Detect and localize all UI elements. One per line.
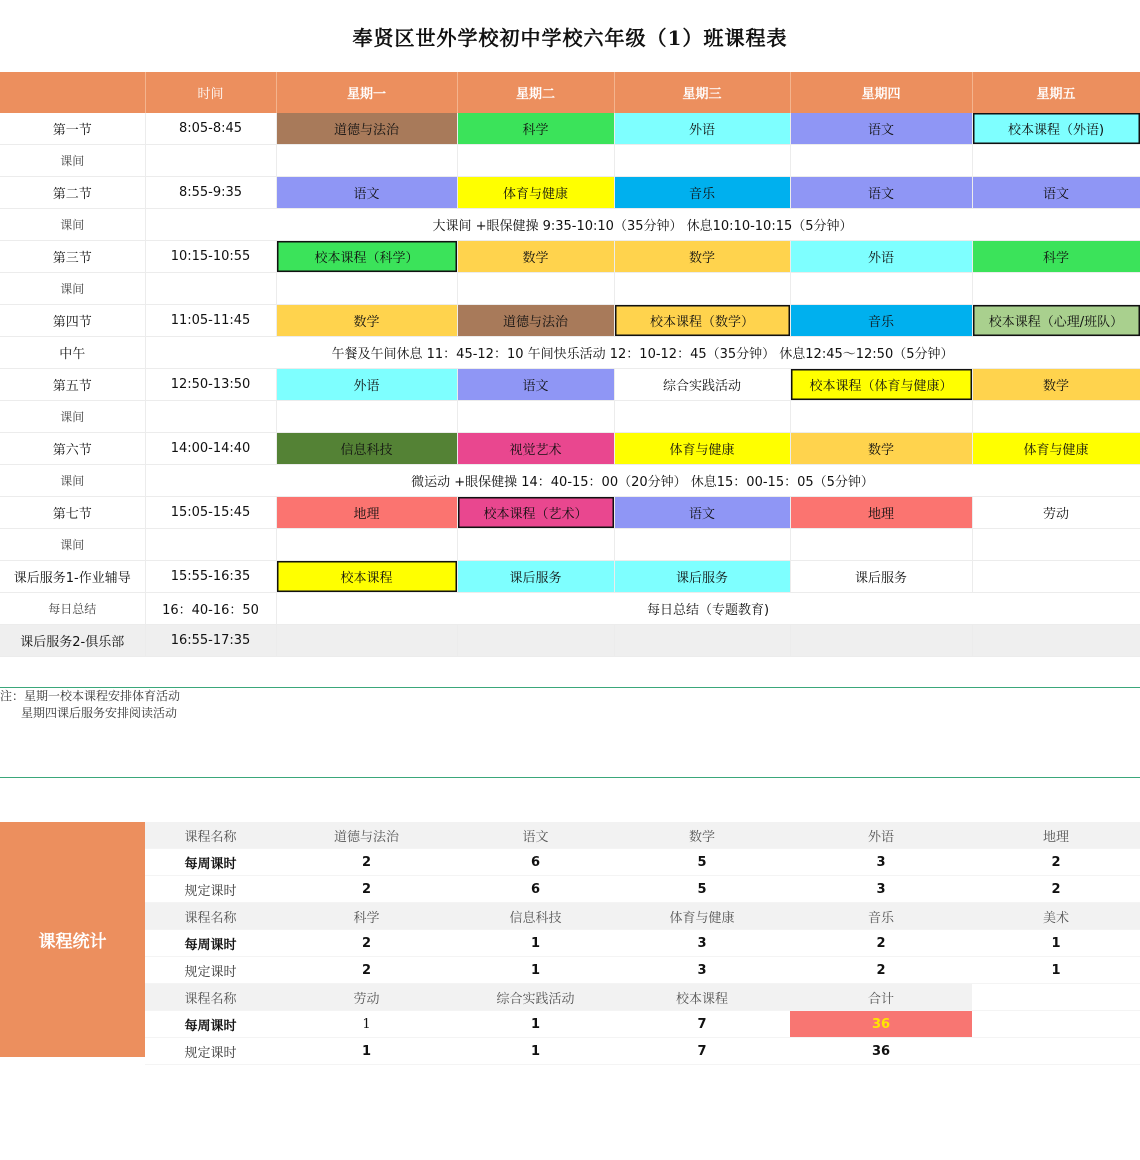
course-name: 科学 (276, 903, 457, 930)
stats-row-label: 每周课时 (145, 849, 276, 876)
timetable-row (0, 337, 1140, 369)
page-title: 奉贤区世外学校初中学校六年级（1）班课程表 (352, 26, 788, 50)
header-day: 星期三 (614, 72, 790, 113)
period-label: 第七节 (0, 497, 145, 529)
class-cell (276, 625, 457, 657)
class-cell: 地理 (790, 497, 972, 529)
class-cell: 劳动 (972, 497, 1140, 529)
stats-row-label: 每周课时 (145, 930, 276, 957)
course-name: 体育与健康 (614, 903, 790, 930)
class-cell (972, 145, 1140, 177)
course-name: 地理 (972, 822, 1140, 849)
course-name: 信息科技 (457, 903, 614, 930)
required-hours: 1 (457, 957, 614, 984)
timetable-row (0, 465, 1140, 497)
stats-course-row (145, 984, 1140, 1011)
period-time: 14:00-14:40 (145, 433, 276, 465)
class-cell (614, 625, 790, 657)
required-hours: 5 (614, 876, 790, 903)
period-label: 第一节 (0, 113, 145, 145)
period-label: 第三节 (0, 241, 145, 273)
class-cell: 外语 (614, 113, 790, 145)
stats-row-label: 规定课时 (145, 957, 276, 984)
class-cell: 语文 (457, 369, 614, 401)
class-cell: 语文 (614, 497, 790, 529)
class-cell (614, 401, 790, 433)
class-cell (614, 273, 790, 305)
course-name: 外语 (790, 822, 972, 849)
period-label: 课间 (0, 209, 145, 241)
period-label: 第二节 (0, 177, 145, 209)
class-cell (457, 529, 614, 561)
period-time (145, 401, 276, 433)
class-cell: 信息科技 (276, 433, 457, 465)
class-cell (614, 145, 790, 177)
period-label: 每日总结 (0, 593, 145, 625)
class-cell (457, 145, 614, 177)
class-cell: 数学 (614, 241, 790, 273)
period-label: 课间 (0, 401, 145, 433)
class-cell: 课后服务 (614, 561, 790, 593)
class-cell: 数学 (790, 433, 972, 465)
divider-bottom (0, 777, 1140, 778)
class-cell: 语文 (790, 177, 972, 209)
required-hours: 7 (614, 1038, 790, 1065)
stats-row-label: 规定课时 (145, 1038, 276, 1065)
course-name: 数学 (614, 822, 790, 849)
course-name: 语文 (457, 822, 614, 849)
period-time (145, 273, 276, 305)
period-time: 16：40-16：50 (145, 593, 276, 625)
required-hours: 3 (614, 957, 790, 984)
required-hours: 1 (457, 1038, 614, 1065)
class-cell: 语文 (972, 177, 1140, 209)
period-time (145, 529, 276, 561)
class-cell (972, 401, 1140, 433)
note-line-2: 星期四课后服务安排阅读活动 (21, 706, 178, 720)
header-day: 星期二 (457, 72, 614, 113)
class-cell (276, 529, 457, 561)
class-cell: 视觉艺术 (457, 433, 614, 465)
weekly-hours: 36 (790, 1011, 972, 1038)
timetable-row (0, 273, 1140, 305)
header-day: 星期五 (972, 72, 1140, 113)
period-time: 8:55-9:35 (145, 177, 276, 209)
period-time: 15:55-16:35 (145, 561, 276, 593)
class-cell: 音乐 (790, 305, 972, 337)
timetable-header-row (0, 72, 1140, 113)
class-cell (972, 273, 1140, 305)
period-time: 8:05-8:45 (145, 113, 276, 145)
break-info: 午餐及午间休息 11：45-12：10 午间快乐活动 12：10-12：45（35分钟） 休息12:45～12:50（5分钟） (145, 337, 1140, 369)
course-name: 音乐 (790, 903, 972, 930)
weekly-hours: 5 (614, 849, 790, 876)
period-label: 第六节 (0, 433, 145, 465)
timetable-row (0, 401, 1140, 433)
course-stats-table (145, 822, 1140, 1065)
class-cell: 校本课程（心理/班队） (972, 305, 1140, 337)
period-label: 课后服务2-俱乐部 (0, 625, 145, 657)
required-hours (972, 1038, 1140, 1065)
required-hours: 3 (790, 876, 972, 903)
timetable-row (0, 561, 1140, 593)
timetable-row (0, 145, 1140, 177)
class-cell: 音乐 (614, 177, 790, 209)
period-label: 中午 (0, 337, 145, 369)
note-line-1: 注：星期一校本课程安排体育活动 (0, 689, 181, 703)
class-cell: 综合实践活动 (614, 369, 790, 401)
period-time: 16:55-17:35 (145, 625, 276, 657)
period-time: 12:50-13:50 (145, 369, 276, 401)
course-name: 劳动 (276, 984, 457, 1011)
timetable-row (0, 113, 1140, 145)
weekly-hours: 2 (972, 849, 1140, 876)
course-name (972, 984, 1140, 1011)
period-time: 11:05-11:45 (145, 305, 276, 337)
stats-course-row (145, 822, 1140, 849)
class-cell: 数学 (276, 305, 457, 337)
class-cell (457, 625, 614, 657)
required-hours: 2 (276, 876, 457, 903)
class-cell: 数学 (457, 241, 614, 273)
class-cell (790, 401, 972, 433)
class-cell: 校本课程（体育与健康） (790, 369, 972, 401)
timetable-row (0, 625, 1140, 657)
class-cell (972, 561, 1140, 593)
weekly-hours: 1 (457, 930, 614, 957)
timetable-row (0, 241, 1140, 273)
header-day: 星期四 (790, 72, 972, 113)
timetable-row (0, 529, 1140, 561)
class-cell (457, 401, 614, 433)
weekly-hours: 1 (276, 1011, 457, 1038)
header-day: 星期一 (276, 72, 457, 113)
class-cell (790, 273, 972, 305)
class-cell: 体育与健康 (614, 433, 790, 465)
class-cell (614, 529, 790, 561)
stats-row-label: 课程名称 (145, 822, 276, 849)
class-cell: 数学 (972, 369, 1140, 401)
stats-required-row (145, 1038, 1140, 1065)
class-cell: 科学 (457, 113, 614, 145)
stats-row-label: 课程名称 (145, 903, 276, 930)
class-cell (972, 625, 1140, 657)
break-info: 微运动 +眼保健操 14：40-15：00（20分钟） 休息15：00-15：05（5分钟） (145, 465, 1140, 497)
weekly-hours (972, 1011, 1140, 1038)
timetable-row (0, 209, 1140, 241)
class-cell: 校本课程 (276, 561, 457, 593)
course-name: 校本课程 (614, 984, 790, 1011)
weekly-hours: 1 (972, 930, 1140, 957)
stats-weekly-row (145, 930, 1140, 957)
class-cell: 外语 (790, 241, 972, 273)
stats-required-row (145, 957, 1140, 984)
weekly-hours: 3 (614, 930, 790, 957)
header-time: 时间 (145, 72, 276, 113)
required-hours: 6 (457, 876, 614, 903)
class-cell: 语文 (790, 113, 972, 145)
period-label: 课后服务1-作业辅导 (0, 561, 145, 593)
stats-weekly-row (145, 849, 1140, 876)
timetable-row (0, 497, 1140, 529)
summary-info: 每日总结（专题教育) (276, 593, 1140, 625)
weekly-hours: 7 (614, 1011, 790, 1038)
period-time: 15:05-15:45 (145, 497, 276, 529)
period-label: 课间 (0, 145, 145, 177)
class-cell: 校本课程（外语) (972, 113, 1140, 145)
weekly-hours: 2 (276, 930, 457, 957)
class-cell (790, 529, 972, 561)
weekly-hours: 6 (457, 849, 614, 876)
required-hours: 2 (790, 957, 972, 984)
class-cell: 课后服务 (790, 561, 972, 593)
class-cell: 校本课程（数学） (614, 305, 790, 337)
class-cell: 外语 (276, 369, 457, 401)
stats-weekly-row (145, 1011, 1140, 1038)
class-cell (276, 145, 457, 177)
class-cell (457, 273, 614, 305)
class-cell: 体育与健康 (457, 177, 614, 209)
class-cell: 地理 (276, 497, 457, 529)
required-hours: 2 (276, 957, 457, 984)
stats-row-label: 规定课时 (145, 876, 276, 903)
class-cell (276, 401, 457, 433)
period-time: 10:15-10:55 (145, 241, 276, 273)
break-info: 大课间 +眼保健操 9:35-10:10（35分钟） 休息10:10-10:15（5分钟） (145, 209, 1140, 241)
class-cell: 语文 (276, 177, 457, 209)
period-time (145, 145, 276, 177)
class-cell: 校本课程（科学） (276, 241, 457, 273)
weekly-hours: 2 (276, 849, 457, 876)
class-cell (790, 625, 972, 657)
timetable-row (0, 593, 1140, 625)
class-cell: 道德与法治 (276, 113, 457, 145)
period-label: 课间 (0, 529, 145, 561)
course-name: 道德与法治 (276, 822, 457, 849)
period-label: 第五节 (0, 369, 145, 401)
timetable (0, 72, 1140, 657)
class-cell: 科学 (972, 241, 1140, 273)
period-label: 第四节 (0, 305, 145, 337)
period-label: 课间 (0, 465, 145, 497)
stats-required-row (145, 876, 1140, 903)
required-hours: 1 (972, 957, 1140, 984)
weekly-hours: 3 (790, 849, 972, 876)
course-name: 合计 (790, 984, 972, 1011)
stats-title: 课程统计 (0, 822, 145, 1057)
period-label: 课间 (0, 273, 145, 305)
class-cell: 课后服务 (457, 561, 614, 593)
notes (0, 688, 180, 722)
weekly-hours: 1 (457, 1011, 614, 1038)
required-hours: 2 (972, 876, 1140, 903)
required-hours: 1 (276, 1038, 457, 1065)
class-cell (790, 145, 972, 177)
required-hours: 36 (790, 1038, 972, 1065)
class-cell: 体育与健康 (972, 433, 1140, 465)
stats-row-label: 课程名称 (145, 984, 276, 1011)
timetable-row (0, 369, 1140, 401)
class-cell (276, 273, 457, 305)
class-cell (972, 529, 1140, 561)
course-name: 美术 (972, 903, 1140, 930)
timetable-row (0, 177, 1140, 209)
stats-row-label: 每周课时 (145, 1011, 276, 1038)
stats-course-row (145, 903, 1140, 930)
timetable-row (0, 305, 1140, 337)
header-corner (0, 72, 145, 113)
weekly-hours: 2 (790, 930, 972, 957)
course-name: 综合实践活动 (457, 984, 614, 1011)
timetable-row (0, 433, 1140, 465)
class-cell: 道德与法治 (457, 305, 614, 337)
class-cell: 校本课程（艺术） (457, 497, 614, 529)
